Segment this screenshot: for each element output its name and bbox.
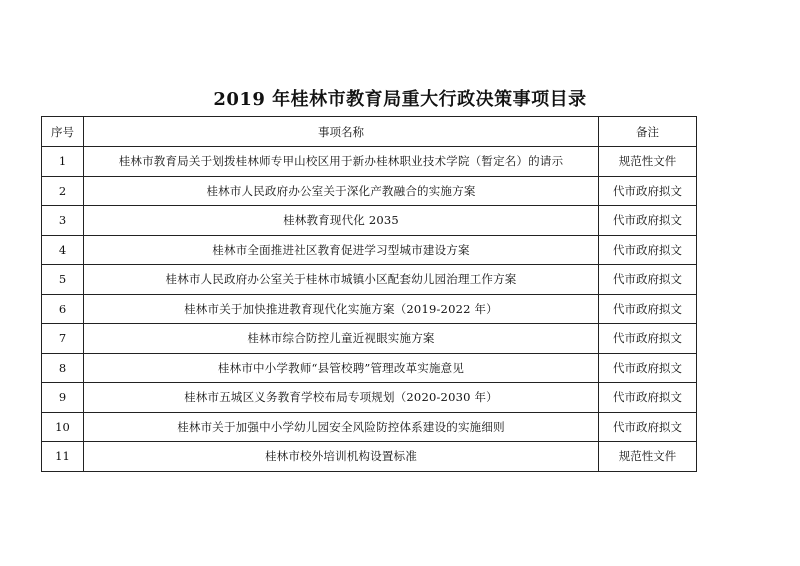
row-seq: 8 [42, 353, 84, 383]
header-note: 备注 [599, 117, 697, 147]
table-row [42, 442, 697, 472]
header-name: 事项名称 [84, 117, 599, 147]
table-row [42, 324, 697, 354]
row-seq: 9 [42, 383, 84, 413]
row-seq: 5 [42, 265, 84, 295]
row-note: 代市政府拟文 [599, 353, 697, 383]
header-seq: 序号 [42, 117, 84, 147]
row-seq: 1 [42, 147, 84, 177]
row-name: 桂林市中小学教师“县管校聘”管理改革实施意见 [84, 353, 599, 383]
decision-items-table [41, 116, 697, 472]
row-name: 桂林市关于加强中小学幼儿园安全风险防控体系建设的实施细则 [84, 412, 599, 442]
table-row [42, 383, 697, 413]
row-note: 代市政府拟文 [599, 324, 697, 354]
row-note: 代市政府拟文 [599, 235, 697, 265]
row-name: 桂林市综合防控儿童近视眼实施方案 [84, 324, 599, 354]
row-note: 代市政府拟文 [599, 176, 697, 206]
table-row [42, 235, 697, 265]
table-row [42, 412, 697, 442]
table-row [42, 147, 697, 177]
row-note: 代市政府拟文 [599, 412, 697, 442]
row-name: 桂林市校外培训机构设置标准 [84, 442, 599, 472]
row-name: 桂林市五城区义务教育学校布局专项规划（2020-2030 年） [84, 383, 599, 413]
row-seq: 10 [42, 412, 84, 442]
row-note: 规范性文件 [599, 442, 697, 472]
row-seq: 3 [42, 206, 84, 236]
row-name: 桂林市关于加快推进教育现代化实施方案（2019-2022 年） [84, 294, 599, 324]
row-note: 代市政府拟文 [599, 206, 697, 236]
row-name: 桂林市教育局关于划拨桂林师专甲山校区用于新办桂林职业技术学院（暂定名）的请示 [84, 147, 599, 177]
row-note: 代市政府拟文 [599, 294, 697, 324]
row-name: 桂林教育现代化 2035 [84, 206, 599, 236]
row-seq: 2 [42, 176, 84, 206]
row-name: 桂林市人民政府办公室关于深化产教融合的实施方案 [84, 176, 599, 206]
row-seq: 6 [42, 294, 84, 324]
row-name: 桂林市人民政府办公室关于桂林市城镇小区配套幼儿园治理工作方案 [84, 265, 599, 295]
document-title: 2019 年桂林市教育局重大行政决策事项目录 [213, 89, 587, 110]
row-note: 代市政府拟文 [599, 265, 697, 295]
table-row [42, 353, 697, 383]
row-seq: 7 [42, 324, 84, 354]
table-header-row [42, 117, 697, 147]
row-seq: 11 [42, 442, 84, 472]
table-row [42, 265, 697, 295]
row-note: 规范性文件 [599, 147, 697, 177]
row-name: 桂林市全面推进社区教育促进学习型城市建设方案 [84, 235, 599, 265]
row-note: 代市政府拟文 [599, 383, 697, 413]
row-seq: 4 [42, 235, 84, 265]
table-row [42, 206, 697, 236]
table-row [42, 294, 697, 324]
table-row [42, 176, 697, 206]
